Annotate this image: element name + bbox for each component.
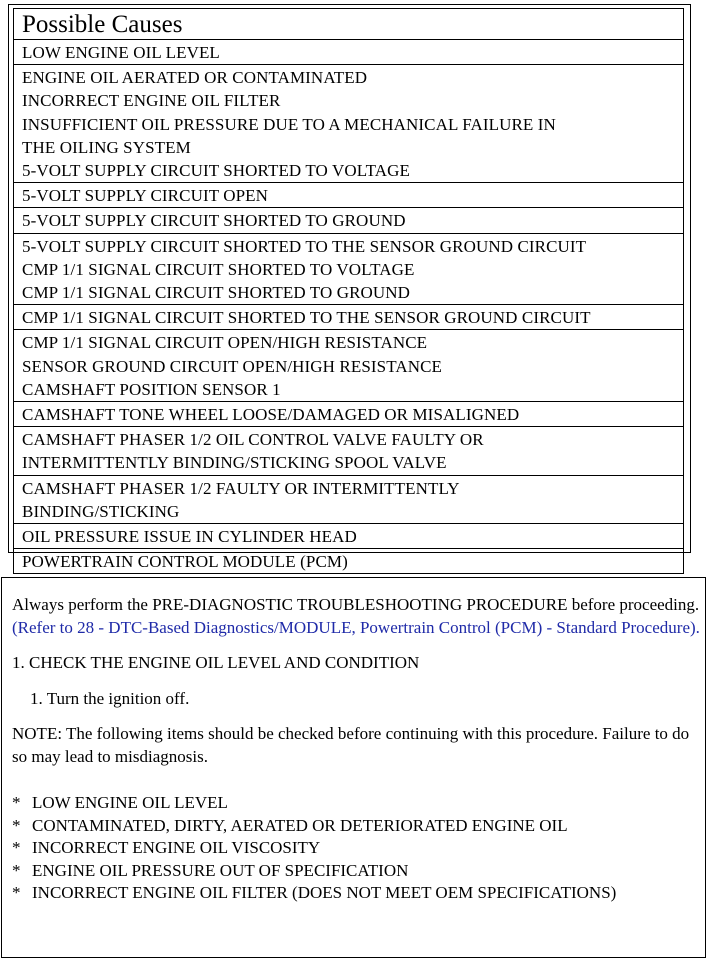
cause-line: INTERMITTENTLY BINDING/STICKING SPOOL VALVE [22,453,447,473]
sub-step: 1. Turn the ignition off. [30,688,190,708]
check-item [12,860,705,883]
cause-cell [14,549,684,574]
cause-row [14,549,684,574]
cause-line: OIL PRESSURE ISSUE IN CYLINDER HEAD [22,527,357,547]
cause-row [14,305,684,330]
cause-row [14,40,684,65]
check-item [12,792,705,815]
cause-line: CAMSHAFT POSITION SENSOR 1 [22,379,281,399]
cause-row [14,330,684,402]
cause-row [14,233,684,305]
cause-row [14,475,684,523]
bullet-marker: * [12,815,21,835]
bullet-marker: * [12,838,21,857]
cause-cell [14,65,684,183]
bullet-marker: * [12,883,21,902]
cause-cell [14,305,684,330]
cause-line: 5-VOLT SUPPLY CIRCUIT OPEN [22,186,269,206]
cause-cell [14,524,684,549]
cause-row [14,402,684,427]
cause-line: LOW ENGINE OIL LEVEL [22,43,220,62]
check-item-text: CONTAMINATED, DIRTY, AERATED OR DETERIORATED ENGINE OIL [32,815,568,835]
cause-line: CMP 1/1 SIGNAL CIRCUIT SHORTED TO THE SENSOR GROUND CIRCUIT [22,308,591,328]
cause-row [14,427,684,475]
possible-causes-header: Possible Causes [14,9,684,40]
check-items-list [12,792,705,905]
procedure-box [1,577,706,958]
cause-cell [14,233,684,305]
cause-row [14,524,684,549]
cause-row [14,183,684,208]
cause-line: CAMSHAFT TONE WHEEL LOOSE/DAMAGED OR MISALIGNED [22,405,520,425]
cause-cell [14,208,684,233]
cause-cell [14,402,684,427]
cause-line: SENSOR GROUND CIRCUIT OPEN/HIGH RESISTANCE [22,356,443,376]
cause-cell [14,475,684,523]
check-item-text: ENGINE OIL PRESSURE OUT OF SPECIFICATION [32,860,409,880]
cause-line: POWERTRAIN CONTROL MODULE (PCM) [22,552,348,572]
cause-line: CMP 1/1 SIGNAL CIRCUIT SHORTED TO VOLTAGE [22,259,415,279]
bullet-marker: * [12,793,21,812]
cause-line: 5-VOLT SUPPLY CIRCUIT SHORTED TO THE SENSOR GROUND CIRCUIT [22,236,587,256]
check-item-text: INCORRECT ENGINE OIL VISCOSITY [32,838,321,857]
cause-cell [14,330,684,402]
check-item [12,882,705,905]
cause-line: INSUFFICIENT OIL PRESSURE DUE TO A MECHANICAL FAILURE IN [22,114,556,134]
cause-line: THE OILING SYSTEM [22,137,191,157]
check-item-text: INCORRECT ENGINE OIL FILTER (DOES NOT MEET OEM SPECIFICATIONS) [32,883,617,902]
standard-procedure-link[interactable]: (Refer to 28 - DTC-Based Diagnostics/MODULE, Powertrain Control (PCM) - Standard Procedure). [12,617,700,637]
check-item-text: LOW ENGINE OIL LEVEL [32,793,228,812]
check-item [12,837,705,860]
cause-line: CAMSHAFT PHASER 1/2 OIL CONTROL VALVE FAULTY OR [22,430,484,450]
note-text: NOTE: The following items should be checked before continuing with this procedure. Failure to do so may lead to misdiagnosis. [12,724,690,766]
cause-row [14,208,684,233]
cause-line: 5-VOLT SUPPLY CIRCUIT SHORTED TO GROUND [22,211,406,231]
cause-line: CAMSHAFT PHASER 1/2 FAULTY OR INTERMITTENTLY [22,478,460,498]
intro-text: Always perform the PRE-DIAGNOSTIC TROUBLESHOOTING PROCEDURE before proceeding. [12,595,700,614]
step-title: 1. CHECK THE ENGINE OIL LEVEL AND CONDITION [12,653,420,672]
bullet-marker: * [12,860,21,880]
cause-cell [14,183,684,208]
check-item [12,815,705,838]
cause-line: ENGINE OIL AERATED OR CONTAMINATED [22,68,368,88]
possible-causes-table [13,8,684,574]
cause-line: CMP 1/1 SIGNAL CIRCUIT OPEN/HIGH RESISTANCE [22,333,428,353]
cause-row [14,65,684,183]
cause-line: CMP 1/1 SIGNAL CIRCUIT SHORTED TO GROUND [22,283,411,303]
cause-line: INCORRECT ENGINE OIL FILTER [22,91,281,111]
cause-line: BINDING/STICKING [22,501,180,521]
cause-cell [14,40,684,65]
possible-causes-body [14,40,684,574]
procedure-intro [12,594,705,639]
cause-cell [14,427,684,475]
cause-line: 5-VOLT SUPPLY CIRCUIT SHORTED TO VOLTAGE [22,161,410,181]
